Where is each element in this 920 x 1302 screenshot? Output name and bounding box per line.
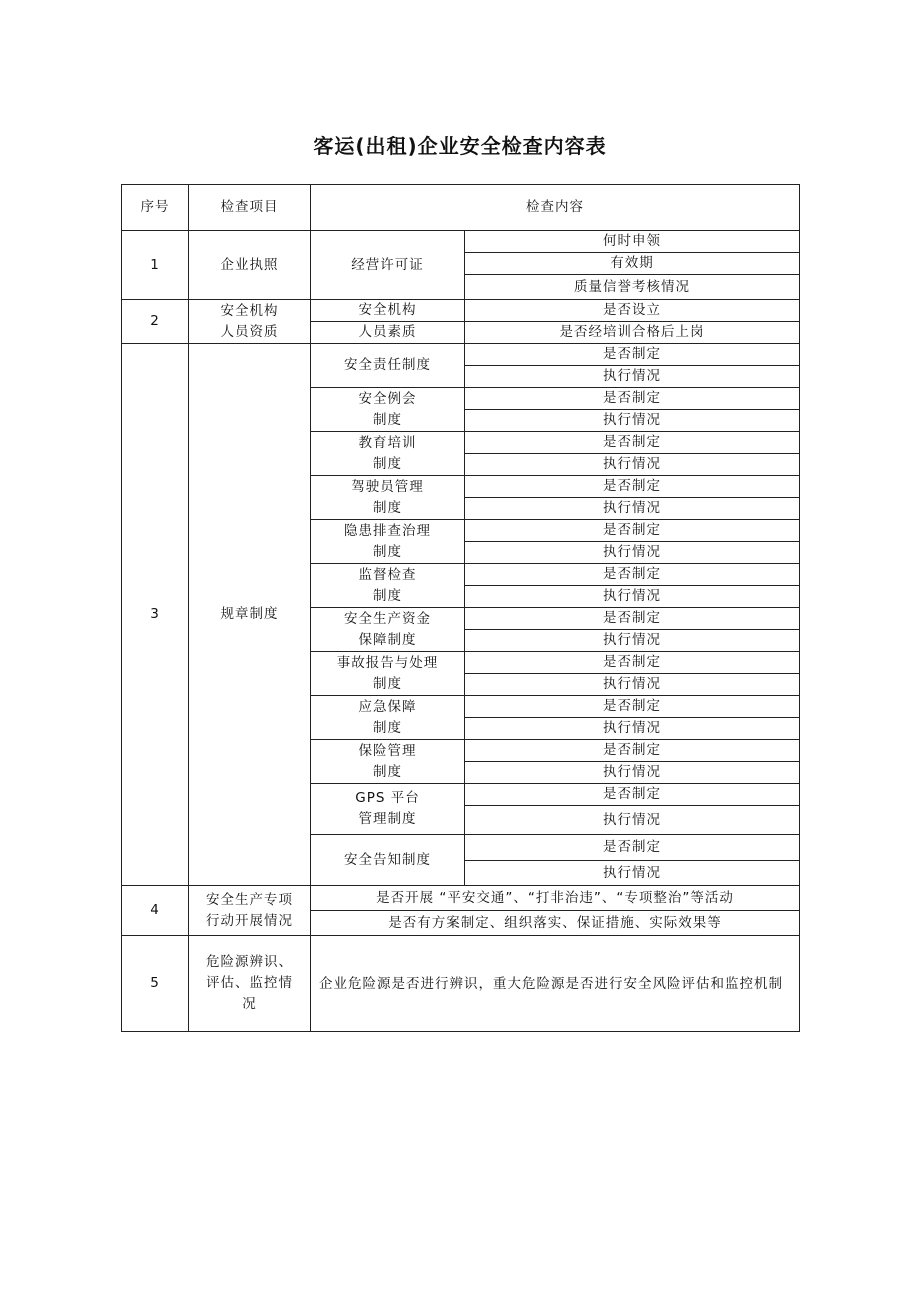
item-cell — [189, 886, 311, 936]
content-cell: 是否制定 — [465, 784, 800, 806]
content-cell: 是否制定 — [465, 476, 800, 498]
content-cell: 执行情况 — [465, 806, 800, 835]
header-row — [122, 185, 800, 231]
sub-item-line: 制度 — [373, 719, 402, 736]
sub-item-line: 制度 — [373, 763, 402, 780]
header-item: 检查项目 — [189, 185, 311, 231]
inspection-table — [121, 184, 800, 1032]
seq-cell: 2 — [122, 300, 189, 344]
sub-item-cell — [311, 432, 465, 476]
sub-item-cell — [311, 476, 465, 520]
sub-item-line: 制度 — [373, 675, 402, 692]
sub-item-line: 隐患排查治理 — [344, 522, 431, 539]
table-row — [122, 231, 800, 253]
sub-item-cell — [311, 835, 465, 886]
sub-item-cell: 人员素质 — [311, 322, 465, 344]
content-cell: 执行情况 — [465, 762, 800, 784]
sub-item-line: 制度 — [373, 455, 402, 472]
item-line: 人员资质 — [220, 323, 279, 340]
item-line: 危险源辨识、 — [206, 954, 293, 970]
sub-item-line: 安全责任制度 — [344, 357, 431, 373]
item-line: 况 — [242, 996, 257, 1012]
content-cell: 是否制定 — [465, 432, 800, 454]
sub-item-cell — [311, 608, 465, 652]
item-cell — [189, 300, 311, 344]
item-line: 安全生产专项 — [206, 891, 293, 908]
sub-item-cell — [311, 520, 465, 564]
sub-item-cell — [311, 740, 465, 784]
item-line: 行动开展情况 — [206, 912, 293, 929]
content-cell: 是否经培训合格后上岗 — [465, 322, 800, 344]
sub-item-line: 安全例会 — [358, 390, 417, 407]
sub-item-line: 监督检查 — [358, 566, 417, 583]
content-cell: 执行情况 — [465, 454, 800, 476]
sub-item-line: 制度 — [373, 499, 402, 516]
sub-item-line: 驾驶员管理 — [351, 478, 424, 495]
sub-item-cell — [311, 564, 465, 608]
sub-item-line: 保险管理 — [358, 742, 417, 759]
header-content: 检查内容 — [311, 185, 800, 231]
sub-item-line: 教育培训 — [358, 434, 417, 451]
content-cell: 执行情况 — [465, 410, 800, 432]
content-cell: 是否开展 “平安交通”、“打非治违”、“专项整治”等活动 — [311, 886, 800, 911]
header-seq: 序号 — [122, 185, 189, 231]
sub-item-line: 事故报告与处理 — [336, 654, 439, 671]
table-row — [122, 300, 800, 322]
content-cell: 执行情况 — [465, 498, 800, 520]
content-cell: 有效期 — [465, 253, 800, 275]
content-cell: 是否制定 — [465, 344, 800, 366]
table-row — [122, 886, 800, 911]
content-cell: 执行情况 — [465, 542, 800, 564]
content-cell: 企业危险源是否进行辨识，重大危险源是否进行安全风险评估和监控机制 — [311, 936, 800, 1032]
sub-item-cell — [311, 344, 465, 388]
content-cell: 质量信誉考核情况 — [465, 275, 800, 300]
sub-item-cell — [311, 652, 465, 696]
seq-cell: 1 — [122, 231, 189, 300]
seq-cell: 5 — [122, 936, 189, 1032]
content-cell: 是否设立 — [465, 300, 800, 322]
item-line: 评估、监控情 — [206, 975, 293, 991]
sub-item-line: 安全告知制度 — [344, 851, 431, 868]
content-cell: 是否制定 — [465, 520, 800, 542]
sub-item-cell — [311, 388, 465, 432]
sub-item-line: 安全生产资金 — [344, 610, 431, 627]
content-cell: 执行情况 — [465, 630, 800, 652]
sub-item-line: GPS 平台 — [355, 790, 420, 806]
table-row — [122, 344, 800, 366]
sub-item-cell: 经营许可证 — [311, 231, 465, 300]
content-cell: 是否制定 — [465, 652, 800, 674]
sub-item-line: 制度 — [373, 411, 402, 428]
sub-item-line: 制度 — [373, 543, 402, 560]
sub-item-line: 保障制度 — [358, 631, 417, 648]
item-line: 安全机构 — [220, 302, 279, 319]
content-cell: 是否制定 — [465, 564, 800, 586]
item-cell — [189, 936, 311, 1032]
sub-item-line: 应急保障 — [358, 698, 417, 715]
content-cell: 执行情况 — [465, 718, 800, 740]
item-cell: 企业执照 — [189, 231, 311, 300]
content-cell: 执行情况 — [465, 366, 800, 388]
sub-item-line: 制度 — [373, 587, 402, 604]
content-cell: 是否制定 — [465, 740, 800, 762]
sub-item-cell — [311, 784, 465, 835]
seq-cell: 3 — [122, 344, 189, 886]
document-title: 客运(出租)企业安全检查内容表 — [313, 134, 607, 158]
item-cell: 规章制度 — [189, 344, 311, 886]
content-cell: 是否有方案制定、组织落实、保证措施、实际效果等 — [311, 911, 800, 936]
table-row — [122, 936, 800, 1032]
sub-item-cell: 安全机构 — [311, 300, 465, 322]
sub-item-cell — [311, 696, 465, 740]
content-cell: 执行情况 — [465, 674, 800, 696]
content-cell: 执行情况 — [465, 861, 800, 886]
content-cell: 是否制定 — [465, 608, 800, 630]
content-cell: 是否制定 — [465, 835, 800, 861]
content-cell: 是否制定 — [465, 388, 800, 410]
content-cell: 执行情况 — [465, 586, 800, 608]
content-cell: 是否制定 — [465, 696, 800, 718]
sub-item-line: 管理制度 — [358, 811, 417, 827]
seq-cell: 4 — [122, 886, 189, 936]
content-cell: 何时申领 — [465, 231, 800, 253]
